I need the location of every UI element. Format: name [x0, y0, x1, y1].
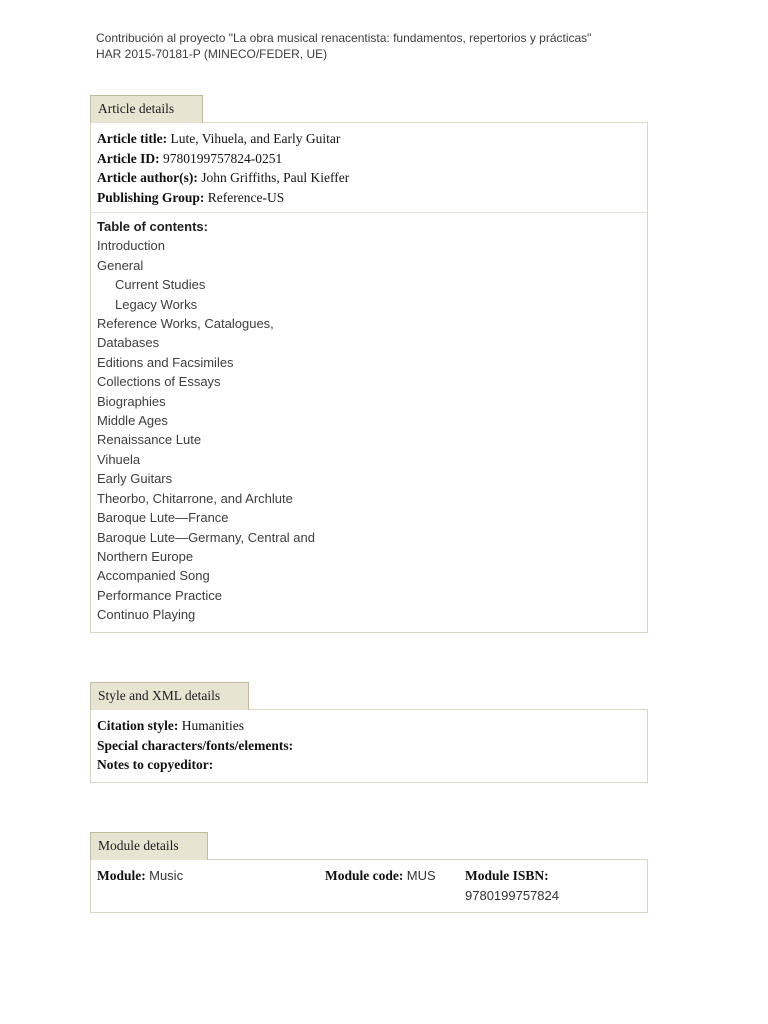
toc-item: Editions and Facsimiles: [97, 354, 234, 370]
article-details-box: [90, 122, 648, 633]
field-module-code-label: Module code:: [325, 868, 404, 883]
module-details-tab-label: Module details: [98, 838, 179, 853]
project-attribution: [96, 30, 676, 62]
field-notes-to-copyeditor: [97, 755, 639, 775]
field-module-code-value: MUS: [406, 868, 436, 883]
toc-item: Baroque Lute—France: [97, 510, 229, 526]
toc-heading: Table of contents:: [97, 219, 208, 234]
field-special-characters-label: Special characters/fonts/elements:: [97, 737, 294, 753]
field-article-title-label: Article title:: [97, 131, 168, 146]
field-citation-style-label: Citation style:: [97, 718, 179, 733]
project-attribution-line2: HAR 2015-70181-P (MINECO/FEDER, UE): [96, 47, 328, 61]
article-details-section: [90, 95, 648, 633]
article-details-tab: [90, 95, 203, 123]
toc-item: Legacy Works: [115, 296, 198, 312]
field-module-isbn: [465, 866, 639, 905]
toc-item: Current Studies: [115, 277, 206, 293]
module-details-tab: [90, 832, 208, 860]
field-module-label: Module:: [97, 868, 146, 883]
field-special-characters: [97, 736, 639, 756]
toc-item: Accompanied Song: [97, 568, 210, 584]
field-publishing-group: [97, 188, 639, 208]
field-article-title-value: Lute, Vihuela, and Early Guitar: [170, 131, 341, 146]
field-article-authors: [97, 168, 639, 188]
field-citation-style: [97, 716, 639, 736]
toc-item: Continuo Playing: [97, 607, 196, 623]
toc-item: Northern Europe: [97, 548, 194, 564]
field-module-code: [325, 866, 465, 886]
toc-item: General: [97, 257, 144, 273]
toc-item: Baroque Lute—Germany, Central and: [97, 529, 315, 545]
field-module-isbn-value: 9780199757824: [465, 887, 559, 903]
style-xml-details-tab: [90, 682, 249, 710]
toc-item: Reference Works, Catalogues,: [97, 316, 274, 332]
toc-item: Collections of Essays: [97, 374, 221, 390]
toc-item: Early Guitars: [97, 471, 173, 487]
toc-item: Theorbo, Chitarrone, and Archlute: [97, 490, 293, 506]
project-attribution-line1: Contribución al proyecto "La obra musical renacentista: fundamentos, repertorios y prácticas": [96, 31, 592, 45]
toc-item: Biographies: [97, 393, 166, 409]
field-module: [97, 866, 325, 886]
toc-item: Introduction: [97, 238, 165, 254]
style-xml-details-box: [90, 709, 648, 783]
toc-item: Renaissance Lute: [97, 432, 202, 448]
field-article-authors-label: Article author(s):: [97, 170, 198, 185]
field-module-isbn-label: Module ISBN:: [465, 868, 549, 883]
module-details-section: [90, 832, 648, 913]
style-xml-details-tab-label: Style and XML details: [98, 688, 221, 703]
toc-item: Performance Practice: [97, 587, 222, 603]
field-article-title: [97, 129, 639, 149]
toc-item: Vihuela: [97, 451, 141, 467]
field-article-id-label: Article ID:: [97, 150, 160, 166]
module-details-box: [90, 859, 648, 913]
field-article-id-value: 9780199757824-0251: [162, 150, 283, 166]
section-divider: [91, 212, 647, 213]
field-citation-style-value: Humanities: [181, 718, 244, 733]
toc-item: Middle Ages: [97, 413, 168, 429]
style-xml-details-section: [90, 682, 648, 783]
field-notes-to-copyeditor-label: Notes to copyeditor:: [97, 757, 214, 772]
toc-item: Databases: [97, 335, 160, 351]
article-details-tab-label: Article details: [98, 101, 175, 116]
field-publishing-group-label: Publishing Group:: [97, 189, 205, 205]
field-article-authors-value: John Griffiths, Paul Kieffer: [201, 170, 350, 185]
field-article-id: [97, 149, 639, 169]
field-module-value: Music: [149, 868, 184, 883]
field-publishing-group-value: Reference-US: [207, 189, 285, 205]
